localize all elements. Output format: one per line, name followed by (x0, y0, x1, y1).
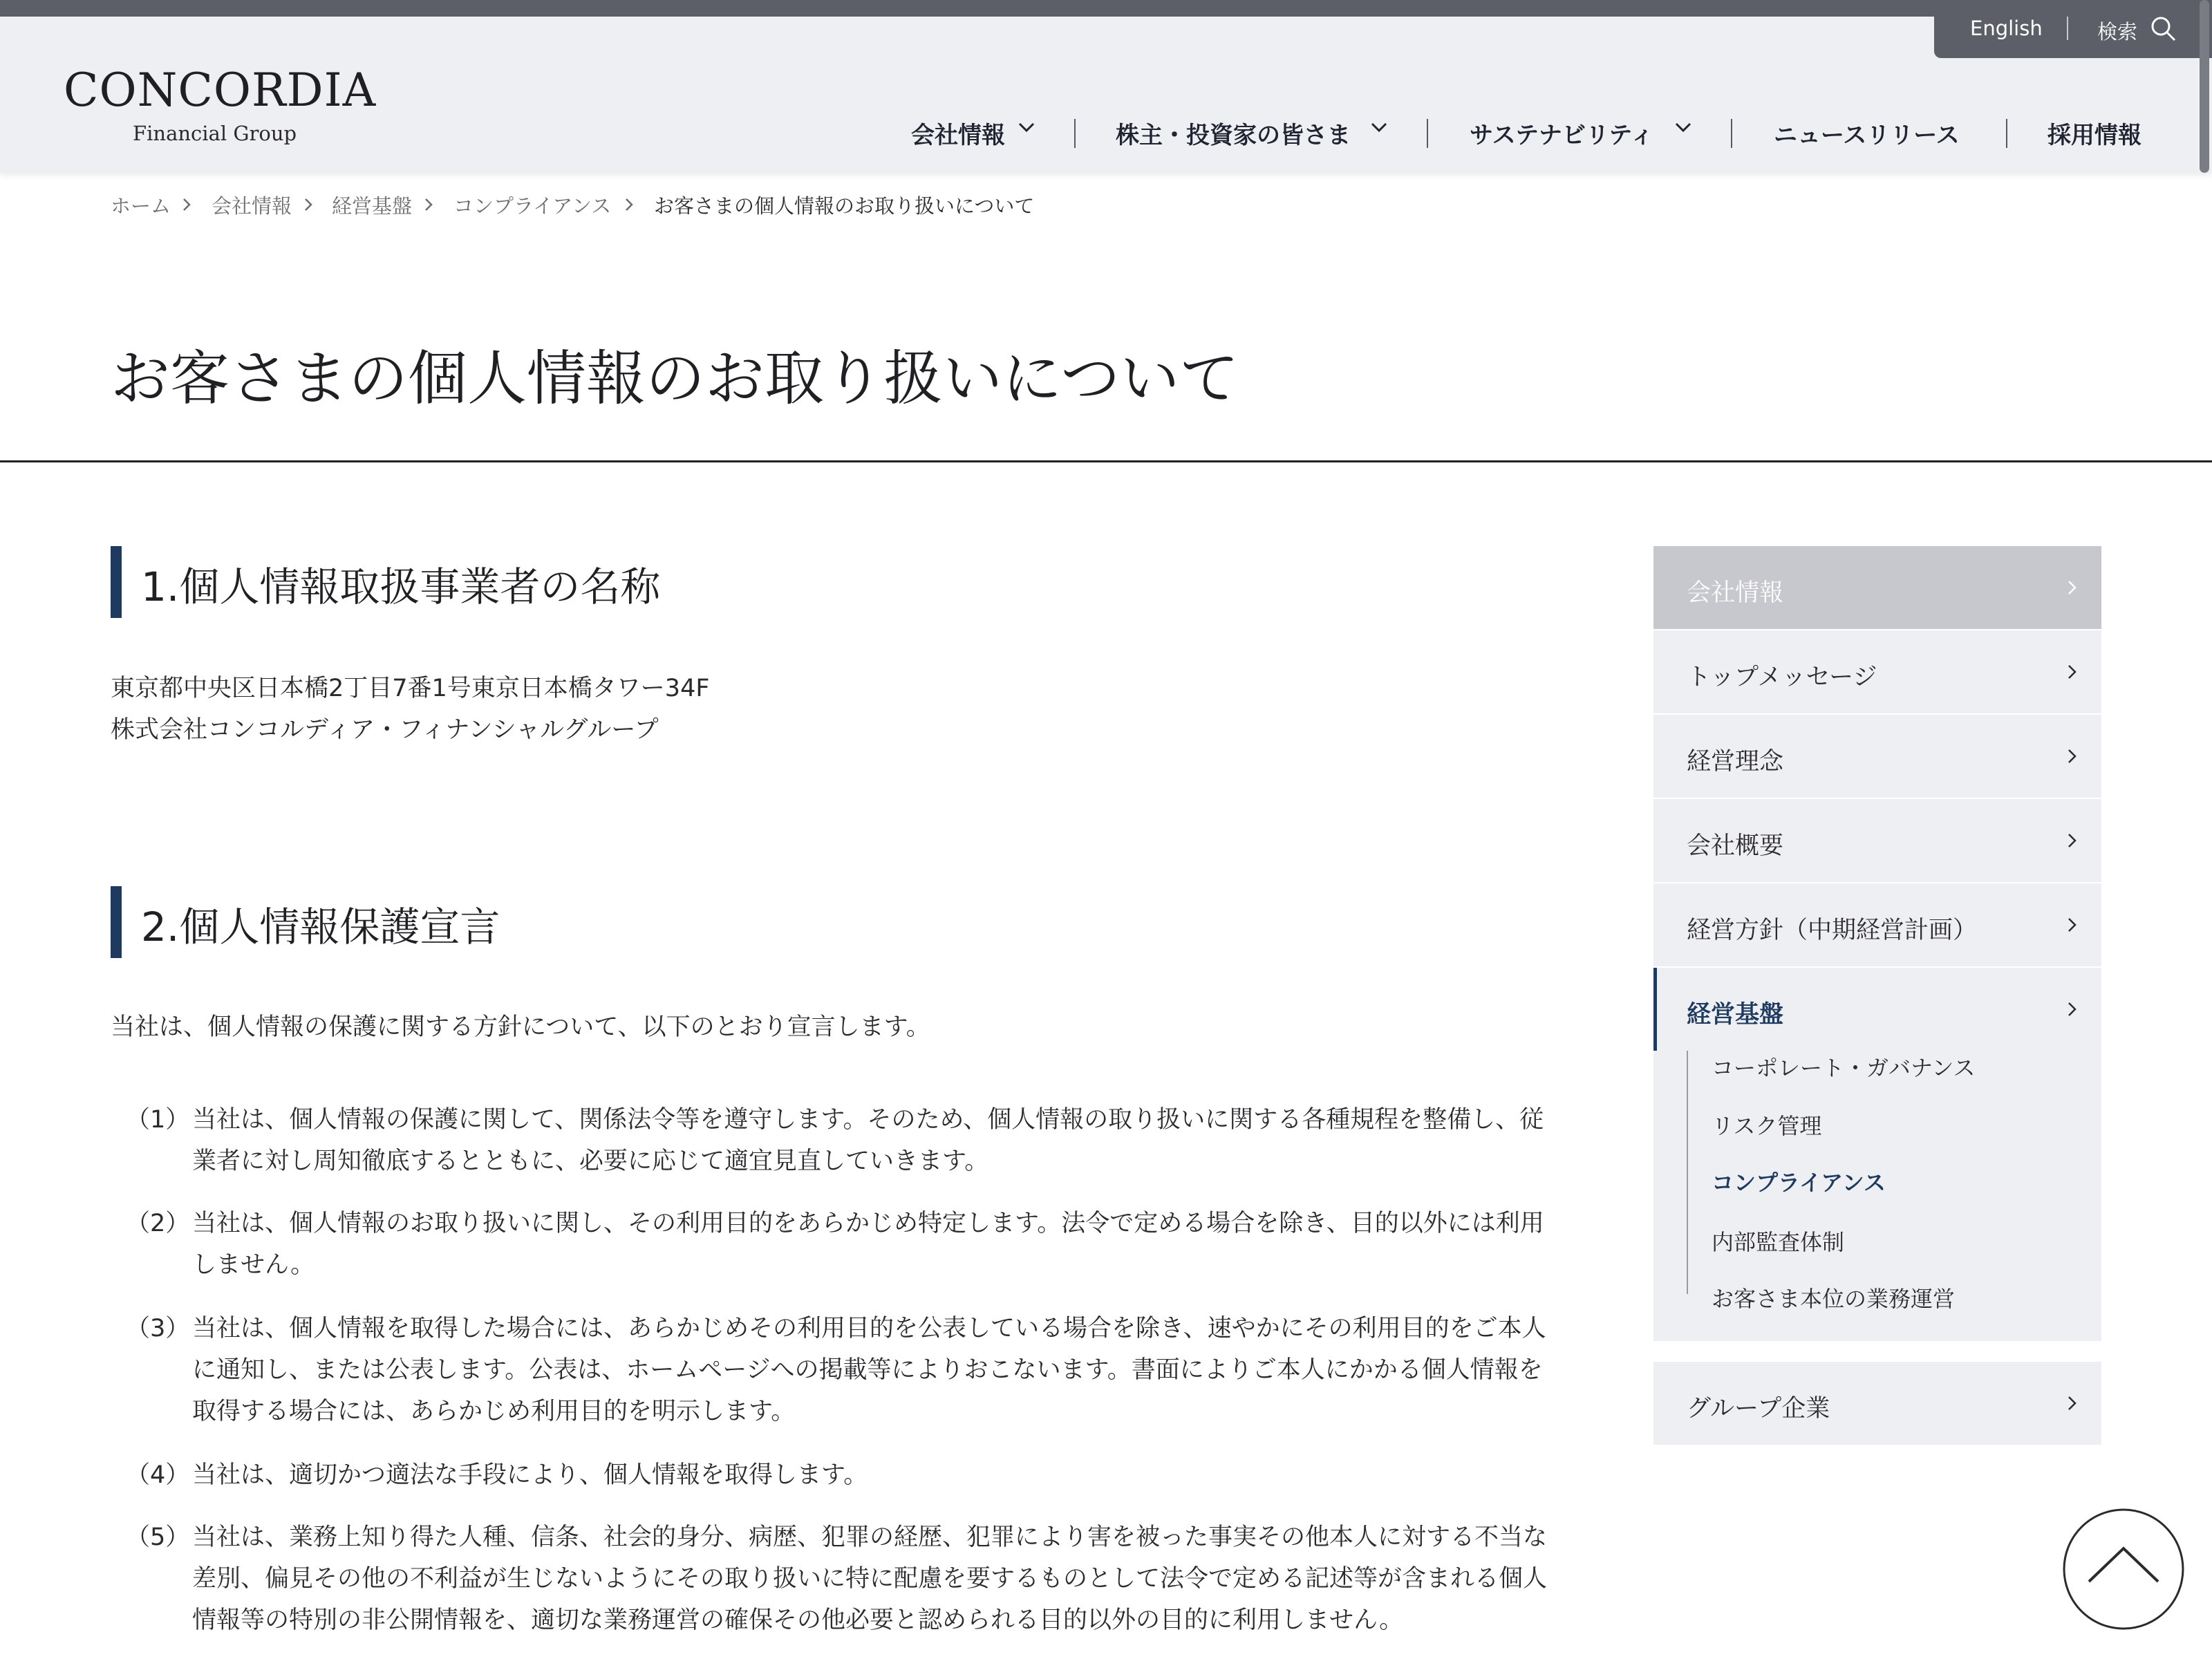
section-heading (111, 546, 1590, 618)
sidebar-header-label: 会社情報 (1687, 579, 1784, 607)
sidebar-active-indicator (1653, 968, 1657, 1051)
company-name-line: 株式会社コンコルディア・フィナンシャルグループ (111, 716, 659, 744)
sidebar-item-label: トップメッセージ (1687, 664, 1877, 691)
list-item-line: 当社は、個人情報の保護に関して、関係法令等を遵守します。そのため、個人情報の取り扱いに関する各種規程を整備し、従 (192, 1106, 1544, 1134)
section-intro: 当社は、個人情報の保護に関する方針について、以下のとおり宣言します。 (111, 1013, 930, 1041)
nav-investors[interactable] (1116, 116, 1351, 149)
chevron-right-icon (2067, 831, 2078, 850)
list-item-line: 当社は、適切かつ適法な手段により、個人情報を取得します。 (192, 1461, 868, 1489)
chevron-right-icon (423, 196, 434, 213)
submenu-guide-line (1687, 1051, 1688, 1193)
back-to-top-button[interactable] (2061, 1507, 2186, 1631)
logo[interactable] (64, 55, 377, 152)
nav-divider (1731, 119, 1732, 148)
list-item (192, 1308, 1595, 1432)
list-item-line: 情報等の特別の非公開情報を、適切な業務運営の確保その他必要と認められる目的以外の目的に利用しません。 (192, 1606, 1404, 1634)
section-heading-text: 2.個人情報保護宣言 (141, 903, 500, 950)
chevron-down-icon (1370, 120, 1388, 134)
sidebar-subitem-governance[interactable]: コーポレート・ガバナンス (1712, 1055, 1976, 1081)
list-item-line: 差別、偏見その他の不利益が生じないようにその取り扱いに特に配慮を要するものとして法令で定める記述等が含まれる個人 (192, 1565, 1548, 1593)
list-item-line: 業者に対し周知徹底するとともに、必要に応じて適宜見直していきます。 (192, 1147, 989, 1175)
submenu-guide-line (1687, 1193, 1688, 1294)
list-number: （2） (126, 1210, 190, 1237)
sidebar-subitem-compliance[interactable]: コンプライアンス (1712, 1170, 1886, 1196)
heading-accent-bar (111, 886, 122, 958)
sidebar-subitem-risk[interactable]: リスク管理 (1712, 1113, 1822, 1139)
chevron-right-icon (2067, 578, 2078, 597)
sidebar-item-label: グループ企業 (1687, 1395, 1830, 1423)
top-strip (0, 0, 2212, 17)
breadcrumb-current: お客さまの個人情報のお取り扱いについて (654, 194, 1035, 218)
nav-divider (2006, 119, 2007, 148)
list-item (192, 1203, 1595, 1286)
list-item-line: 当社は、個人情報を取得した場合には、あらかじめその利用目的を公表している場合を除き、速やかにその利用目的をご本人 (192, 1315, 1546, 1342)
nav-divider (1427, 119, 1428, 148)
logo-wordmark: CONCORDIA (64, 64, 377, 117)
nav-company-info[interactable] (911, 116, 1005, 149)
nav-label: サステナビリティ (1470, 122, 1654, 149)
chevron-right-icon (2067, 915, 2078, 935)
sidebar-item-philosophy[interactable] (1653, 715, 2101, 798)
list-item (192, 1454, 1595, 1496)
heading-accent-bar (111, 546, 122, 618)
chevron-right-icon (181, 196, 192, 213)
list-item (192, 1517, 1595, 1641)
search-link[interactable]: 検索 (2097, 20, 2138, 44)
nav-sustainability[interactable] (1470, 116, 1654, 149)
utility-divider (2067, 17, 2068, 40)
chevron-right-icon (2067, 1000, 2078, 1019)
sidebar-item-top-message[interactable] (1653, 630, 2101, 713)
page-title: お客さまの個人情報のお取り扱いについて (111, 344, 1239, 413)
sidebar-submenu (1653, 1051, 2101, 1217)
chevron-right-icon (624, 196, 635, 213)
nav-label: 株主・投資家の皆さま (1116, 122, 1351, 149)
nav-label: 会社情報 (911, 122, 1005, 149)
list-item-line: しません。 (192, 1251, 315, 1279)
sidebar-item-management-base[interactable] (1653, 968, 2101, 1051)
sidebar-item-label: 経営理念 (1687, 748, 1784, 776)
list-item (192, 1099, 1595, 1182)
english-link[interactable]: English (1970, 17, 2043, 40)
chevron-right-icon (2067, 1394, 2078, 1413)
nav-label: 採用情報 (2047, 122, 2141, 149)
title-divider (0, 460, 2212, 462)
nav-label: ニュースリリース (1774, 122, 1960, 149)
breadcrumb-company-info[interactable]: 会社情報 (212, 194, 292, 218)
chevron-right-icon (2067, 747, 2078, 766)
search-icon[interactable] (2148, 14, 2179, 44)
chevron-right-icon (303, 196, 314, 213)
chevron-down-icon (1674, 120, 1692, 134)
sidebar-submenu-continued (1653, 1217, 2101, 1341)
list-number: （3） (126, 1315, 190, 1342)
list-number: （5） (126, 1524, 190, 1551)
site-header (0, 17, 2212, 173)
sidebar-subitem-customer-oriented[interactable]: お客さま本位の業務運営 (1712, 1286, 1956, 1312)
scrollbar[interactable] (2200, 0, 2209, 173)
list-item-line: 当社は、業務上知り得た人種、信条、社会的身分、病歴、犯罪の経歴、犯罪により害を被った事実その他本人に対する不当な (192, 1524, 1548, 1551)
chevron-down-icon (1018, 120, 1035, 134)
sidebar-item-label: 経営基盤 (1687, 1001, 1784, 1029)
section-heading-text: 1.個人情報取扱事業者の名称 (141, 563, 661, 610)
utility-bar (1934, 0, 2212, 58)
list-item-line: 当社は、個人情報のお取り扱いに関し、その利用目的をあらかじめ特定します。法令で定める場合を除き、目的以外には利用 (192, 1210, 1544, 1237)
chevron-right-icon (2067, 662, 2078, 682)
sidebar-subitem-internal-audit[interactable]: 内部監査体制 (1712, 1229, 1845, 1255)
list-item-line: 取得する場合には、あらかじめ利用目的を明示します。 (192, 1398, 796, 1425)
list-number: （4） (126, 1461, 190, 1489)
sidebar-item-label: 会社概要 (1687, 832, 1784, 860)
sidebar-item-label: 経営方針（中期経営計画） (1687, 917, 1978, 944)
list-number: （1） (126, 1106, 190, 1134)
breadcrumb-compliance[interactable]: コンプライアンス (453, 194, 612, 218)
sidebar-item-company-overview[interactable] (1653, 799, 2101, 882)
breadcrumb-home[interactable]: ホーム (111, 194, 171, 218)
breadcrumb-management-base[interactable]: 経営基盤 (332, 194, 413, 218)
nav-recruit[interactable] (2047, 116, 2141, 149)
sidebar-header-company-info[interactable] (1653, 546, 2101, 629)
list-item-line: に通知し、または公表します。公表は、ホームページへの掲載等によりおこないます。書面によりご本人にかかる個人情報を (192, 1356, 1543, 1384)
address-line: 東京都中央区日本橋2丁目7番1号東京日本橋タワー34F (111, 675, 710, 702)
logo-tagline: Financial Group (133, 122, 297, 145)
section-heading (111, 886, 1590, 958)
sidebar-nav (1653, 546, 2101, 1445)
sidebar-item-management-policy[interactable] (1653, 883, 2101, 966)
sidebar-item-group-companies[interactable] (1653, 1362, 2101, 1445)
nav-news-release[interactable] (1774, 116, 1960, 149)
nav-divider (1074, 119, 1076, 148)
